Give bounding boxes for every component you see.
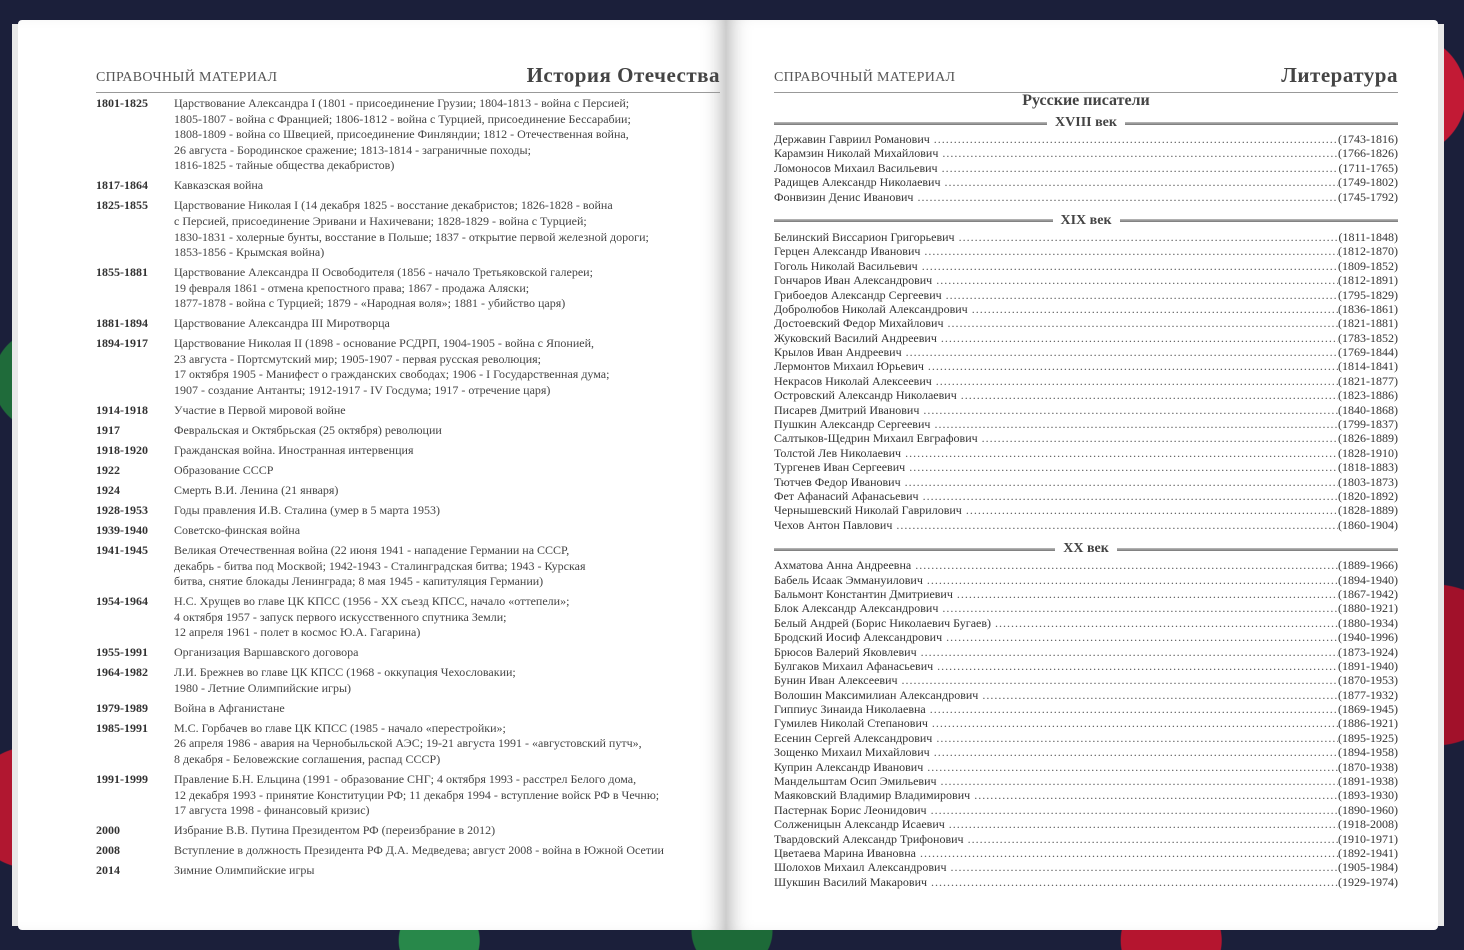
writer-years: (1711-1765) [1338, 160, 1398, 175]
writer-row [774, 460, 1398, 474]
dot-leader [942, 146, 1338, 160]
writer-name: Блок Александр Александрович [774, 601, 939, 616]
dot-leader [927, 760, 1338, 774]
divider [1117, 548, 1398, 551]
dot-leader [948, 316, 1338, 330]
timeline-years: 1825-1855 [96, 198, 148, 213]
century-label: XX век [1063, 541, 1109, 557]
writer-name: Радищев Александр Николаевич [774, 175, 941, 190]
writer-name: Писарев Дмитрий Иванович [774, 402, 920, 417]
writer-row [774, 503, 1398, 517]
divider [1120, 219, 1399, 222]
dot-leader [932, 716, 1338, 730]
writer-years: (1795-1829) [1338, 287, 1398, 302]
dot-leader [896, 518, 1338, 532]
timeline-event: Смерть В.И. Ленина (21 января) [174, 482, 339, 497]
writer-row [774, 518, 1398, 532]
writer-row [774, 417, 1398, 431]
writer-row [774, 788, 1398, 802]
writer-name: Гиппиус Зинаида Николаевна [774, 702, 926, 717]
timeline-event: Образование СССР [174, 462, 274, 477]
timeline-event: Л.И. Брежнев во главе ЦК КПСС (1968 - оккупация Чехословакии; 1980 - Летние Олимпийские игры) [174, 665, 516, 695]
writer-row [774, 832, 1398, 846]
timeline-event: Вступление в должность Президента РФ Д.А. Медведева; август 2008 - война в Южной Осетии [174, 843, 664, 858]
timeline-row [96, 772, 726, 819]
dot-leader [920, 846, 1338, 860]
dot-leader [949, 817, 1338, 831]
writer-name: Бунин Иван Алексеевич [774, 673, 898, 688]
timeline-row [96, 721, 726, 768]
writer-row [774, 760, 1398, 774]
timeline-event: Участие в Первой мировой войне [174, 403, 346, 418]
writer-years: (1826-1889) [1338, 431, 1398, 446]
writer-name: Фонвизин Денис Иванович [774, 189, 914, 204]
dot-leader [924, 244, 1338, 258]
dot-leader [934, 745, 1338, 759]
writer-name: Пастернак Борис Леонидович [774, 802, 927, 817]
writer-name: Пушкин Александр Сергеевич [774, 417, 931, 432]
dot-leader [950, 860, 1338, 874]
writer-years: (1840-1868) [1338, 402, 1398, 417]
dot-leader [934, 132, 1338, 146]
timeline-event: Война в Афганистане [174, 700, 285, 715]
century-heading [774, 213, 1398, 229]
timeline-years: 1979-1989 [96, 700, 148, 715]
timeline-event: Советско-финская война [174, 522, 301, 537]
writer-row [774, 273, 1398, 287]
writer-years: (1811-1848) [1338, 229, 1398, 244]
dot-leader [931, 803, 1338, 817]
dot-leader [905, 475, 1338, 489]
writer-row [774, 645, 1398, 659]
writer-name: Островский Александр Николаевич [774, 388, 957, 403]
writer-years: (1828-1910) [1338, 445, 1398, 460]
writer-row [774, 446, 1398, 460]
timeline-years: 1881-1894 [96, 316, 148, 331]
dot-leader [937, 659, 1338, 673]
writer-name: Добролюбов Николай Александрович [774, 301, 968, 316]
writer-row [774, 688, 1398, 702]
divider [774, 122, 1047, 125]
dot-leader [936, 273, 1338, 287]
divider [774, 219, 1053, 222]
dot-leader [982, 688, 1338, 702]
writer-row [774, 616, 1398, 630]
right-page-header [774, 52, 1398, 93]
timeline-row [96, 543, 726, 590]
writer-years: (1823-1886) [1338, 388, 1398, 403]
writer-name: Лермонтов Михаил Юрьевич [774, 359, 924, 374]
timeline-years: 1922 [96, 462, 120, 477]
dot-leader [915, 558, 1338, 572]
dot-leader [936, 731, 1338, 745]
writer-row [774, 817, 1398, 831]
writer-name: Маяковский Владимир Владимирович [774, 788, 971, 803]
timeline-event: Февральская и Октябрьская (25 октября) революции [174, 423, 442, 438]
dot-leader [923, 489, 1338, 503]
dot-leader [961, 388, 1338, 402]
writer-years: (1783-1852) [1338, 330, 1398, 345]
timeline-event: Правление Б.Н. Ельцина (1991 - образование СНГ; 4 октября 1993 - расстрел Белого дома, 12 декабря 1993 - принятие Конституции РФ; 11 декабря 1994 - вступление войск РФ в Чечню; 17 августа 1998 - финансовый кризис) [174, 771, 660, 818]
right-page [726, 20, 1438, 930]
writers-list-title: Русские писатели [1022, 92, 1150, 109]
writer-years: (1880-1921) [1338, 601, 1398, 616]
writer-years: (1886-1921) [1338, 716, 1398, 731]
writer-years: (1860-1904) [1338, 517, 1398, 532]
writer-row [774, 431, 1398, 445]
writer-name: Куприн Александр Иванович [774, 759, 924, 774]
writer-years: (1890-1960) [1338, 802, 1398, 817]
timeline-years: 1801-1825 [96, 96, 148, 110]
dot-leader [966, 503, 1338, 517]
writer-years: (1894-1940) [1338, 572, 1398, 587]
writer-name: Белинский Виссарион Григорьевич [774, 229, 955, 244]
writer-name: Толстой Лев Николаевич [774, 445, 902, 460]
writer-name: Брюсов Валерий Яковлевич [774, 644, 917, 659]
timeline-years: 1917 [96, 423, 120, 438]
writer-row [774, 702, 1398, 716]
writer-name: Гоголь Николай Васильевич [774, 258, 918, 273]
writer-years: (1929-1974) [1338, 874, 1398, 889]
writer-name: Белый Андрей (Борис Николаевич Бугаев) [774, 615, 992, 630]
writer-years: (1873-1924) [1338, 644, 1398, 659]
dot-leader [930, 702, 1338, 716]
page-title: История Отечества [526, 63, 720, 87]
century-label: XIX век [1060, 212, 1112, 228]
timeline-years: 1855-1881 [96, 265, 148, 280]
writer-row [774, 288, 1398, 302]
writer-years: (1870-1938) [1338, 759, 1398, 774]
writer-name: Шукшин Василий Макарович [774, 874, 928, 889]
writer-row [774, 259, 1398, 273]
timeline-years: 1991-1999 [96, 771, 148, 786]
writer-years: (1766-1826) [1338, 146, 1398, 161]
writer-years: (1818-1883) [1338, 460, 1398, 475]
writer-name: Фет Афанасий Афанасьевич [774, 488, 919, 503]
writer-years: (1869-1945) [1338, 702, 1398, 717]
writer-row [774, 860, 1398, 874]
timeline-event: Царствование Александра II Освободителя (1856 - начало Третьяковской галереи; 19 февраля 1861 - отмена крепостного права; 1867 - продажа Аляски; 1877-1878 - война с Турцией; 1879 - «Народная воля»; 1881 - убийство царя) [174, 265, 593, 311]
timeline-row [96, 265, 726, 312]
writers-list [774, 92, 1398, 889]
writer-row [774, 716, 1398, 730]
writer-name: Есенин Сергей Александрович [774, 730, 933, 745]
timeline-years: 1914-1918 [96, 403, 148, 418]
writer-row [774, 558, 1398, 572]
timeline-years: 1924 [96, 482, 120, 497]
dot-leader [982, 431, 1338, 445]
timeline-row [96, 198, 726, 260]
writer-years: (1828-1889) [1338, 503, 1398, 518]
timeline-row [96, 645, 726, 661]
timeline-years: 1941-1945 [96, 542, 148, 557]
timeline-years: 1928-1953 [96, 502, 148, 517]
writer-name: Некрасов Николай Алексеевич [774, 373, 932, 388]
left-page-header [96, 52, 720, 93]
writer-name: Тютчев Федор Иванович [774, 474, 901, 489]
writer-row [774, 601, 1398, 615]
dot-leader [931, 875, 1338, 889]
page-edge-right [1438, 24, 1444, 926]
writer-name: Зощенко Михаил Михайлович [774, 745, 930, 760]
writer-row [774, 316, 1398, 330]
writer-name: Карамзин Николай Михайлович [774, 146, 939, 161]
writer-name: Бабель Исаак Эммануилович [774, 572, 923, 587]
writer-years: (1799-1837) [1338, 417, 1398, 432]
dot-leader [942, 161, 1339, 175]
timeline-event: Великая Отечественная война (22 июня 1941 - нападение Германии на СССР, декабрь - битва под Москвой; 1942-1943 - Сталинградская битва; 1943 - Курская битва, снятие блокады Ленинграда; 8 мая 1945 - капитуляция Германии) [174, 542, 586, 589]
timeline-event: Избрание В.В. Путина Президентом РФ (переизбрание в 2012) [174, 823, 496, 838]
writer-years: (1812-1870) [1338, 244, 1398, 259]
timeline-row [96, 178, 726, 194]
writer-row [774, 132, 1398, 146]
writer-years: (1745-1792) [1338, 189, 1398, 204]
dot-leader [909, 460, 1338, 474]
writer-years: (1880-1934) [1338, 615, 1398, 630]
writer-name: Мандельштам Осип Эмильевич [774, 774, 937, 789]
writer-years: (1821-1877) [1338, 373, 1398, 388]
divider [1125, 122, 1398, 125]
dot-leader [957, 587, 1338, 601]
writer-name: Бродский Иосиф Александрович [774, 630, 943, 645]
writer-name: Салтыков-Щедрин Михаил Евграфович [774, 431, 978, 446]
section-label: СПРАВОЧНЫЙ МАТЕРИАЛ [774, 70, 956, 85]
page-title: Литература [1281, 63, 1398, 87]
dot-leader [941, 331, 1338, 345]
timeline-years: 2014 [96, 863, 120, 878]
writer-years: (1809-1852) [1338, 258, 1398, 273]
writer-years: (1894-1958) [1338, 745, 1398, 760]
writer-years: (1870-1953) [1338, 673, 1398, 688]
timeline-row [96, 423, 726, 439]
dot-leader [928, 359, 1338, 373]
dot-leader [946, 288, 1338, 302]
writer-name: Тургенев Иван Сергеевич [774, 460, 906, 475]
timeline-row [96, 463, 726, 479]
timeline-row [96, 594, 726, 641]
dot-leader [906, 345, 1338, 359]
century-gap [774, 532, 1398, 541]
dot-leader [902, 673, 1338, 687]
writer-years: (1749-1802) [1338, 175, 1398, 190]
writer-years: (1821-1881) [1338, 316, 1398, 331]
writer-name: Чернышевский Николай Гаврилович [774, 503, 962, 518]
timeline-event: Организация Варшавского договора [174, 645, 359, 660]
dot-leader [905, 446, 1338, 460]
timeline-years: 1985-1991 [96, 720, 148, 735]
writer-years: (1836-1861) [1338, 301, 1398, 316]
writer-row [774, 359, 1398, 373]
dot-leader [936, 374, 1338, 388]
writer-row [774, 403, 1398, 417]
writer-row [774, 374, 1398, 388]
writer-name: Грибоедов Александр Сергеевич [774, 287, 942, 302]
left-page [18, 20, 726, 930]
writer-years: (1910-1971) [1338, 831, 1398, 846]
writer-years: (1743-1816) [1338, 132, 1398, 146]
writer-row [774, 573, 1398, 587]
dot-leader [945, 175, 1338, 189]
timeline-years: 1954-1964 [96, 594, 148, 609]
writer-name: Бальмонт Константин Дмитриевич [774, 586, 953, 601]
writer-years: (1803-1873) [1338, 474, 1398, 489]
writer-years: (1814-1841) [1338, 359, 1398, 374]
timeline-years: 1894-1917 [96, 336, 148, 351]
writer-row [774, 659, 1398, 673]
history-timeline [96, 96, 726, 883]
writer-years: (1889-1966) [1338, 558, 1398, 573]
writer-name: Крылов Иван Андреевич [774, 345, 902, 360]
writer-row [774, 175, 1398, 189]
dot-leader [923, 403, 1338, 417]
timeline-years: 2000 [96, 823, 120, 838]
timeline-row [96, 863, 726, 879]
writer-row [774, 774, 1398, 788]
timeline-years: 2008 [96, 843, 120, 858]
dot-leader [974, 788, 1338, 802]
timeline-row [96, 443, 726, 459]
dot-leader [968, 832, 1338, 846]
dot-leader [921, 645, 1338, 659]
writer-name: Гумилев Николай Степанович [774, 716, 928, 731]
writer-row [774, 475, 1398, 489]
writer-row [774, 161, 1398, 175]
timeline-years: 1918-1920 [96, 443, 148, 457]
writer-years: (1892-1941) [1338, 845, 1398, 860]
writer-years: (1891-1938) [1338, 774, 1398, 789]
timeline-event: Н.С. Хрущев во главе ЦК КПСС (1956 - XX съезд КПСС, начало «оттепели»; 4 октября 1957 - запуск первого искусственного спутника Земли; 12 апреля 1961 - полет в космос Ю.А. Гагарина) [174, 594, 570, 640]
writer-years: (1820-1892) [1338, 488, 1398, 503]
timeline-event: Царствование Александра III Миротворца [174, 316, 390, 331]
timeline-event: Кавказская война [174, 178, 264, 193]
writer-years: (1769-1844) [1338, 345, 1398, 360]
writer-row [774, 673, 1398, 687]
timeline-row [96, 523, 726, 539]
timeline-years: 1817-1864 [96, 178, 148, 193]
writer-name: Твардовский Александр Трифонович [774, 831, 964, 846]
timeline-row [96, 96, 726, 174]
writer-name: Волошин Максимилиан Александрович [774, 687, 979, 702]
timeline-event: Царствование Николая II (1898 - основание РСДРП, 1904-1905 - война с Японией, 23 августа - Портсмутский мир; 1905-1907 - первая русская революция; 17 октября 1905 - Манифест о гражданских свободах; 1906 - I Государственная дума; 1907 - создание Антанты; 1912-1917 - IV Госдума; 1917 - отречение царя) [174, 336, 610, 398]
writer-name: Булгаков Михаил Афанасьевич [774, 658, 934, 673]
writer-name: Цветаева Марина Ивановна [774, 845, 916, 860]
section-label: СПРАВОЧНЫЙ МАТЕРИАЛ [96, 70, 278, 85]
timeline-row [96, 665, 726, 696]
writer-row [774, 345, 1398, 359]
writer-years: (1877-1932) [1338, 687, 1398, 702]
timeline-event: Годы правления И.В. Сталина (умер в 5 марта 1953) [174, 502, 440, 517]
writer-row [774, 388, 1398, 402]
writer-name: Державин Гавриил Романович [774, 132, 930, 146]
timeline-event: Царствование Александра I (1801 - присоединение Грузии; 1804-1813 - война с Персией; 1805-1807 - война с Францией; 1806-1812 - война с Турцией, присоединение Бессарабии; 1808-1809 - война со Швецией, присоединение Финляндии; 1812 - Отечественная война, 26 августа - Бородинское сражение; 1813-1814 - заграничные походы; 1816-1825 - тайные общества декабристов) [174, 96, 631, 173]
writer-name: Ахматова Анна Андреевна [774, 558, 912, 573]
writer-row [774, 146, 1398, 160]
timeline-row [96, 701, 726, 717]
writer-name: Жуковский Василий Андреевич [774, 330, 937, 345]
writer-years: (1867-1942) [1338, 586, 1398, 601]
writer-name: Шолохов Михаил Александрович [774, 860, 947, 875]
timeline-row [96, 503, 726, 519]
writer-years: (1940-1996) [1338, 630, 1398, 645]
writer-name: Ломоносов Михаил Васильевич [774, 160, 938, 175]
century-label: XVIII век [1055, 115, 1117, 130]
timeline-event: Царствование Николая I (14 декабря 1825 - восстание декабристов; 1826-1828 - война с Персией, присоединение Эривани и Нахичевани; 1828-1829 - война с Турцией; 1830-1831 - холерные бунты, восстание в Польше; 1837 - открытие первой железной дороги; 1853-1856 - Крымская война) [174, 198, 649, 260]
timeline-event: Гражданская война. Иностранная интервенция [174, 443, 414, 457]
timeline-row [96, 403, 726, 419]
writer-name: Чехов Антон Павлович [774, 517, 893, 532]
writer-row [774, 331, 1398, 345]
writer-row [774, 846, 1398, 860]
timeline-row [96, 823, 726, 839]
writer-years: (1918-2008) [1338, 817, 1398, 832]
writer-years: (1905-1984) [1338, 860, 1398, 875]
dot-leader [934, 417, 1338, 431]
dot-leader [941, 774, 1338, 788]
writer-years: (1891-1940) [1338, 658, 1398, 673]
writer-row [774, 489, 1398, 503]
writer-row [774, 244, 1398, 258]
dot-leader [972, 302, 1338, 316]
writer-name: Солженицын Александр Исаевич [774, 817, 945, 832]
writer-row [774, 731, 1398, 745]
dot-leader [959, 230, 1339, 244]
timeline-row [96, 336, 726, 398]
divider [774, 548, 1055, 551]
writer-row [774, 230, 1398, 244]
century-gap [774, 204, 1398, 213]
writer-row [774, 745, 1398, 759]
timeline-years: 1939-1940 [96, 522, 148, 537]
dot-leader [942, 601, 1338, 615]
dot-leader [922, 259, 1338, 273]
writer-name: Герцен Александр Иванович [774, 244, 921, 259]
writer-row [774, 803, 1398, 817]
writer-row [774, 630, 1398, 644]
dot-leader [917, 190, 1338, 204]
writer-row [774, 302, 1398, 316]
writer-years: (1895-1925) [1338, 730, 1398, 745]
timeline-row [96, 843, 726, 859]
century-heading [774, 115, 1398, 131]
timeline-row [96, 483, 726, 499]
writer-years: (1812-1891) [1338, 273, 1398, 288]
writer-name: Гончаров Иван Александрович [774, 273, 933, 288]
writer-row [774, 875, 1398, 889]
timeline-years: 1955-1991 [96, 645, 148, 660]
timeline-event: Зимние Олимпийские игры [174, 863, 315, 878]
century-heading [774, 541, 1398, 557]
timeline-years: 1964-1982 [96, 665, 148, 680]
writer-years: (1893-1930) [1338, 788, 1398, 803]
writer-row [774, 587, 1398, 601]
timeline-event: М.С. Горбачев во главе ЦК КПСС (1985 - начало «перестройки»; 26 апреля 1986 - авария на Чернобыльской АЭС; 19-21 августа 1991 - «августовский путч», 8 декабря - Беловежские соглашения, распад СССР) [174, 720, 642, 766]
writer-row [774, 190, 1398, 204]
dot-leader [995, 616, 1338, 630]
writer-name: Достоевский Федор Михайлович [774, 316, 944, 331]
timeline-row [96, 316, 726, 332]
dot-leader [946, 630, 1338, 644]
dot-leader [927, 573, 1338, 587]
